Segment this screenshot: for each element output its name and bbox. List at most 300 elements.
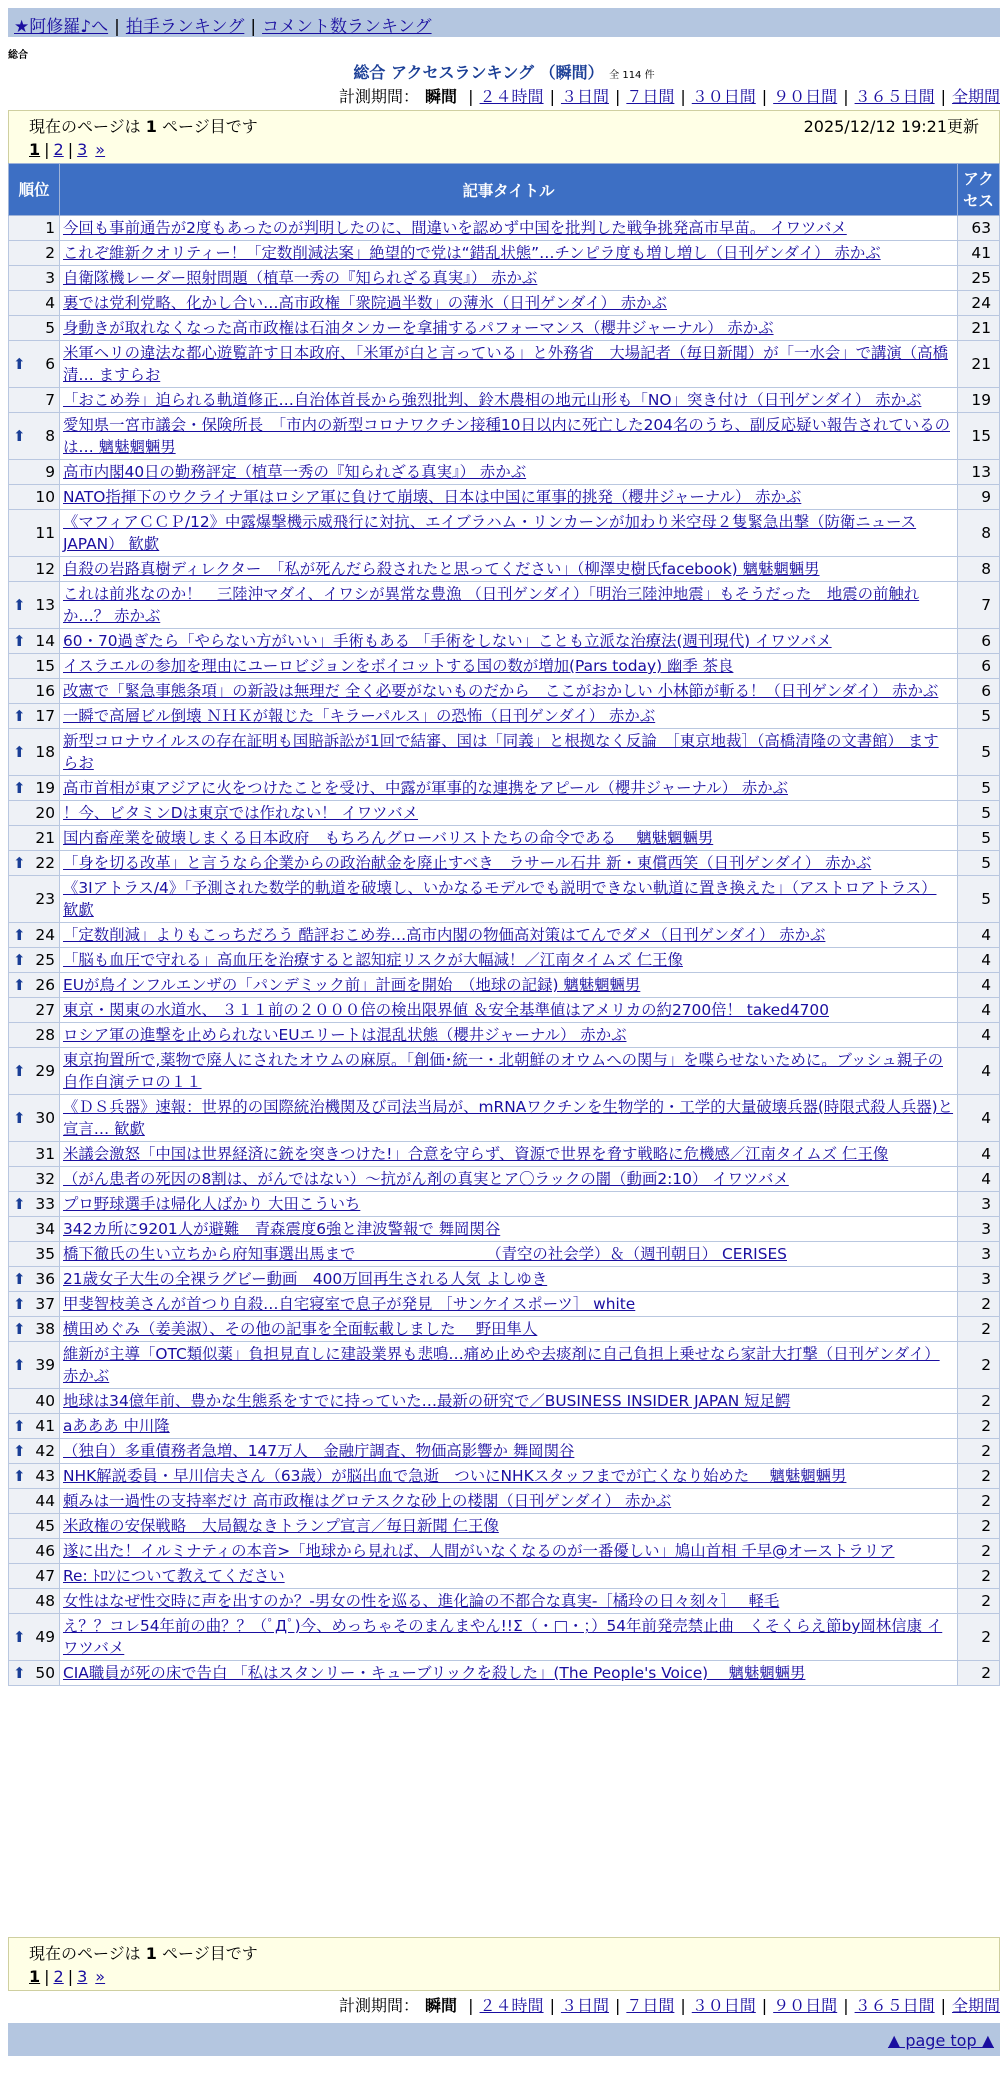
title-cell: [60, 1389, 958, 1414]
col-header-rank: 順位: [9, 164, 60, 216]
title-cell: [60, 1217, 958, 1242]
rank-up-arrow-icon: ⬆: [13, 743, 26, 761]
rank-cell: [9, 1267, 60, 1292]
article-link[interactable]: NATO指揮下のウクライナ軍はロシア軍に負けて崩壊、日本は中国に軍事的挑発（櫻井ジャーナル） 赤かぶ: [63, 488, 802, 506]
table-row: [9, 1489, 1000, 1514]
access-count: 15: [958, 413, 1000, 460]
article-link[interactable]: 地球は34億年前、豊かな生態系をすでに持っていた…最新の研究で／BUSINESS INSIDER JAPAN 短足鰐: [63, 1392, 791, 1410]
period-current: 瞬間: [425, 87, 458, 106]
rank-number: 13: [35, 596, 55, 614]
access-count: 5: [958, 776, 1000, 801]
article-link[interactable]: 今回も事前通告が2度もあったのが判明したのに、間違いを認めず中国を批判した戦争挑発高市早苗。 イワツバメ: [63, 219, 847, 237]
title-cell: [60, 1292, 958, 1317]
rank-cell: [9, 1514, 60, 1539]
rank-up-arrow-icon: ⬆: [13, 1062, 26, 1080]
rank-up-arrow-icon: ⬆: [13, 1628, 26, 1646]
article-link[interactable]: イスラエルの参加を理由にユーロビジョンをボイコットする国の数が増加(Pars today) 幽季 茶良: [63, 657, 734, 675]
article-link[interactable]: （独自）多重債務者急増、147万人 金融庁調査、物価高影響か 舞岡関谷: [63, 1442, 575, 1460]
rank-cell: [9, 216, 60, 241]
rank-cell: [9, 1614, 60, 1661]
rank-number: 21: [35, 829, 55, 847]
access-count: 2: [958, 1389, 1000, 1414]
title-cell: [60, 1539, 958, 1564]
table-row: [9, 1242, 1000, 1267]
rank-number: 25: [35, 951, 55, 969]
access-count: 2: [958, 1292, 1000, 1317]
article-link[interactable]: 《ＤＳ兵器》速報：世界的の国際統治機関及び司法当局が、mRNAワクチンを生物学的・工学的大量破壊兵器(時限式殺人兵器)と宣言… 歓歔: [63, 1098, 954, 1138]
access-count: 2: [958, 1464, 1000, 1489]
rank-number: 15: [35, 657, 55, 675]
table-row: [9, 316, 1000, 341]
period-link-1-bottom[interactable]: ３日間: [560, 1996, 609, 2015]
title-cell: [60, 776, 958, 801]
rank-cell: [9, 826, 60, 851]
rank-number: 33: [35, 1195, 55, 1213]
period-link-2-bottom[interactable]: ７日間: [626, 1996, 675, 2015]
table-row: [9, 1342, 1000, 1389]
access-count: 5: [958, 876, 1000, 923]
access-count: 4: [958, 1167, 1000, 1192]
title-cell: [60, 241, 958, 266]
rank-cell: [9, 1048, 60, 1095]
title-cell: [60, 1242, 958, 1267]
rank-number: 6: [45, 355, 55, 373]
period-label-bottom: 計測期間：: [339, 1996, 420, 2015]
period-link-5[interactable]: ３６５日間: [854, 87, 935, 106]
rank-number: 37: [35, 1295, 55, 1313]
article-link[interactable]: EUが鳥インフルエンザの「パンデミック前」計画を開始 （地球の記録) 魑魅魍魎男: [63, 976, 641, 994]
current-page-text: 現在のページは 1 ページ目です: [29, 117, 258, 136]
article-link[interactable]: 女性はなぜ性交時に声を出すのか？-男女の性を巡る、進化論の不都合な真実-［橘玲の日々刻々］ 軽毛: [63, 1592, 780, 1610]
access-count: 4: [958, 998, 1000, 1023]
ranking-table: [8, 163, 1000, 1686]
title-cell: [60, 826, 958, 851]
table-row: [9, 388, 1000, 413]
article-link[interactable]: 自殺の岩路真樹ディレクター 「私が死んだら殺されたと思ってください」（柳澤史樹氏facebook) 魑魅魍魎男: [63, 560, 820, 578]
title-cell: [60, 1464, 958, 1489]
rank-number: 36: [35, 1270, 55, 1288]
pagination-top: 1 | 2 | 3 »: [29, 140, 106, 159]
article-link[interactable]: プロ野球選手は帰化人ばかり 大田こういち: [63, 1195, 361, 1213]
article-link[interactable]: 米政権の安保戦略 大局観なきトランプ宣言／毎日新聞 仁王像: [63, 1517, 499, 1535]
rank-cell: [9, 1389, 60, 1414]
article-link[interactable]: これぞ維新クオリティー！「定数削減法案」絶望的で党は“錯乱状態”…チンピラ度も増し増し（日刊ゲンダイ） 赤かぶ: [63, 244, 881, 262]
access-count: 4: [958, 923, 1000, 948]
access-count: 7: [958, 582, 1000, 629]
article-link[interactable]: 甲斐智枝美さんが首つり自殺…自宅寝室で息子が発見 ［サンケイスポーツ］ white: [63, 1295, 636, 1313]
ranking-title: 総合 アクセスランキング （瞬間）: [353, 63, 604, 82]
rank-number: 48: [35, 1592, 55, 1610]
period-link-3[interactable]: ３０日間: [691, 87, 756, 106]
access-count: 5: [958, 704, 1000, 729]
col-header-title: 記事タイトル: [60, 164, 958, 216]
title-cell: [60, 291, 958, 316]
col-header-access: アクセス: [958, 164, 1000, 216]
access-count: 2: [958, 1414, 1000, 1439]
table-row: [9, 998, 1000, 1023]
table-row: [9, 1095, 1000, 1142]
title-cell: [60, 388, 958, 413]
title-cell: [60, 1342, 958, 1389]
rank-cell: [9, 1292, 60, 1317]
rank-number: 20: [35, 804, 55, 822]
table-row: [9, 1217, 1000, 1242]
table-row: [9, 1464, 1000, 1489]
nav-link-comment-ranking[interactable]: コメント数ランキング: [262, 17, 432, 37]
rank-cell: [9, 266, 60, 291]
article-link[interactable]: Re: ﾄﾛﾝについて教えてください: [63, 1567, 285, 1585]
rank-number: 30: [35, 1109, 55, 1127]
title-cell: [60, 266, 958, 291]
page-info-top: [8, 110, 1000, 164]
access-count: 6: [958, 679, 1000, 704]
rank-number: 32: [35, 1170, 55, 1188]
period-link-4-bottom[interactable]: ９０日間: [773, 1996, 838, 2015]
period-selector-top: 計測期間： 瞬間 | ２４時間 | ３日間 | ７日間 | ３０日間 | ９０日間 | ３６５日間 | 全期間: [339, 87, 1000, 106]
access-count: 5: [958, 826, 1000, 851]
rank-number: 46: [35, 1542, 55, 1560]
rank-number: 43: [35, 1467, 55, 1485]
nav-link-clap-ranking[interactable]: 拍手ランキング: [125, 17, 245, 37]
article-link[interactable]: 身動きが取れなくなった高市政権は石油タンカーを拿捕するパフォーマンス（櫻井ジャーナル） 赤かぶ: [63, 319, 774, 337]
table-row: [9, 1142, 1000, 1167]
article-link[interactable]: 新型コロナウイルスの存在証明も国賠訴訟が1回で結審、国は「同義」と根拠なく反論 ［東京地裁］（高橋清隆の文書館） ますらお: [63, 732, 939, 772]
article-link[interactable]: 東京・関東の水道水、 ３１１前の２０００倍の検出限界値 ＆安全基準値はアメリカの約2700倍！ taked4700: [63, 1001, 830, 1019]
rank-number: 8: [45, 427, 55, 445]
title-cell: [60, 973, 958, 998]
article-link[interactable]: え？？コレ54年前の曲？？（ﾟДﾟ)今、めっちゃそのまんまやん!!Σ（・□・；）54年前発売禁止曲 くそくらえ節by岡林信康 イワツバメ: [63, 1617, 943, 1657]
page-3-link-bottom[interactable]: 3: [77, 1967, 88, 1986]
title-cell: [60, 1514, 958, 1539]
article-link[interactable]: 改憲で「緊急事態条項」の新設は無理だ 全く必要がないものだから ここがおかしい 小林節が斬る！（日刊ゲンダイ） 赤かぶ: [63, 682, 939, 700]
rank-up-arrow-icon: ⬆: [13, 951, 26, 969]
current-page-text-bottom: 現在のページは 1 ページ目です: [29, 1944, 258, 1963]
rank-number: 9: [45, 463, 55, 481]
article-link[interactable]: 21歳女子大生の全裸ラグビー動画 400万回再生される人気 よしゆき: [63, 1270, 548, 1288]
article-link[interactable]: これは前兆なのか！ 三陸沖マダイ、イワシが異常な豊漁 （日刊ゲンダイ）「明治三陸沖地震」もそうだった 地震の前触れか…？ 赤かぶ: [63, 585, 920, 625]
rank-cell: [9, 704, 60, 729]
article-link[interactable]: 60・70過ぎたら「やらない方がいい」手術もある 「手術をしない」ことも立派な治療法(週刊現代) イワツバメ: [63, 632, 832, 650]
rank-number: 31: [35, 1145, 55, 1163]
article-link[interactable]: （がん患者の死因の8割は、がんではない）〜抗がん剤の真実とア〇ラックの闇（動画2:10） イワツバメ: [63, 1170, 789, 1188]
title-cell: [60, 629, 958, 654]
access-count: 2: [958, 1661, 1000, 1686]
rank-number: 45: [35, 1517, 55, 1535]
period-link-6[interactable]: 全期間: [951, 87, 1000, 106]
access-count: 3: [958, 1242, 1000, 1267]
rank-number: 34: [35, 1220, 55, 1238]
title-cell: [60, 1589, 958, 1614]
title-cell: [60, 1439, 958, 1464]
table-row: [9, 341, 1000, 388]
article-link[interactable]: 《3Iアトラス/4》「予測された数学的軌道を破壊し、いかなるモデルでも説明できない軌道に置き換えた」（アストロアトラス） 歓歔: [63, 879, 937, 919]
article-link[interactable]: 頼みは一過性の支持率だけ 高市政権はグロテスクな砂上の楼閣（日刊ゲンダイ） 赤かぶ: [63, 1492, 672, 1510]
nav-link-asyura-home[interactable]: ★阿修羅♪へ: [14, 17, 109, 37]
article-link[interactable]: 遂に出た！イルミナティの本音>「地球から見れば、人間がいなくなるのが一番優しい」鳩山首相 千早@オーストラリア: [63, 1542, 895, 1560]
access-count: 6: [958, 654, 1000, 679]
rank-cell: [9, 460, 60, 485]
article-link[interactable]: CIA職員が死の床で告白 「私はスタンリー・キューブリックを殺した」(The People's Voice) 魑魅魍魎男: [63, 1664, 806, 1682]
rank-up-arrow-icon: ⬆: [13, 1442, 26, 1460]
article-link[interactable]: 342カ所に9201人が避難 青森震度6強と津波警報で 舞岡関谷: [63, 1220, 501, 1238]
table-row: [9, 1539, 1000, 1564]
next-page-link[interactable]: »: [95, 140, 106, 159]
rank-cell: [9, 1342, 60, 1389]
ranking-count: 全 114 件: [609, 70, 655, 81]
rank-cell: [9, 1217, 60, 1242]
rank-cell: [9, 1095, 60, 1142]
article-link[interactable]: 高市内閣40日の勤務評定（植草一秀の『知られざる真実』） 赤かぶ: [63, 463, 527, 481]
rank-up-arrow-icon: ⬆: [13, 1467, 26, 1485]
next-page-link-bottom[interactable]: »: [95, 1967, 106, 1986]
period-link-0-bottom[interactable]: ２４時間: [479, 1996, 544, 2015]
table-row: [9, 973, 1000, 998]
article-link[interactable]: 橋下徹氏の生い立ちから府知事選出馬まで （青空の社会学）＆（週刊朝日） CERISES: [63, 1245, 787, 1263]
rank-up-arrow-icon: ⬆: [13, 632, 26, 650]
table-row: [9, 485, 1000, 510]
page-2-link[interactable]: 2: [53, 140, 64, 159]
page-2-link-bottom[interactable]: 2: [53, 1967, 64, 1986]
rank-number: 50: [35, 1664, 55, 1682]
rank-up-arrow-icon: ⬆: [13, 926, 26, 944]
rank-cell: [9, 1564, 60, 1589]
access-count: 2: [958, 1539, 1000, 1564]
rank-up-arrow-icon: ⬆: [13, 1109, 26, 1127]
title-cell: [60, 1048, 958, 1095]
table-row: [9, 851, 1000, 876]
rank-number: 17: [35, 707, 55, 725]
period-selector-bottom: 計測期間： 瞬間 | ２４時間 | ３日間 | ７日間 | ３０日間 | ９０日間 | ３６５日間 | 全期間: [339, 1996, 1000, 2015]
title-cell: [60, 1414, 958, 1439]
article-link[interactable]: 自衛隊機レーダー照射問題（植草一秀の『知られざる真実』） 赤かぶ: [63, 269, 538, 287]
table-row: [9, 729, 1000, 776]
rank-cell: [9, 1242, 60, 1267]
rank-cell: [9, 776, 60, 801]
rank-number: 40: [35, 1392, 55, 1410]
title-cell: [60, 1661, 958, 1686]
rank-cell: [9, 388, 60, 413]
access-count: 5: [958, 729, 1000, 776]
table-row: [9, 1439, 1000, 1464]
rank-cell: [9, 923, 60, 948]
article-link[interactable]: 「おこめ券」迫られる軌道修正…自治体首長から強烈批判、鈴木農相の地元山形も「NO」突き付け（日刊ゲンダイ） 赤かぶ: [63, 391, 922, 409]
article-link[interactable]: 国内畜産業を破壊しまくる日本政府 もちろんグローバリストたちの命令である 魑魅魍魎男: [63, 829, 714, 847]
rank-number: 24: [35, 926, 55, 944]
rank-cell: [9, 1192, 60, 1217]
rank-up-arrow-icon: ⬆: [13, 976, 26, 994]
title-cell: [60, 1095, 958, 1142]
article-link[interactable]: ロシア軍の進撃を止められないEUエリートは混乱状態（櫻井ジャーナル） 赤かぶ: [63, 1026, 627, 1044]
title-cell: [60, 998, 958, 1023]
period-current-bottom: 瞬間: [425, 1996, 458, 2015]
access-count: 21: [958, 341, 1000, 388]
article-link[interactable]: 高市首相が東アジアに火をつけたことを受け、中露が軍事的な連携をアピール（櫻井ジャーナル） 赤かぶ: [63, 779, 789, 797]
rank-number: 35: [35, 1245, 55, 1263]
access-count: 63: [958, 216, 1000, 241]
table-row: [9, 1661, 1000, 1686]
title-cell: [60, 923, 958, 948]
article-link[interactable]: 米軍ヘリの違法な都心遊覧許す日本政府、「米軍が白と言っている」と外務省 大場記者（毎日新聞）が「一水会」で講演（高橋清… ますらお: [63, 344, 948, 384]
rank-up-arrow-icon: ⬆: [13, 596, 26, 614]
rank-cell: [9, 948, 60, 973]
page-info-bottom: [8, 1937, 1000, 1991]
access-count: 3: [958, 1192, 1000, 1217]
article-link[interactable]: 裏では党利党略、化かし合い…高市政権「衆院過半数」の薄氷（日刊ゲンダイ） 赤かぶ: [63, 294, 667, 312]
rank-number: 3: [45, 269, 55, 287]
table-row: [9, 801, 1000, 826]
page-top-link[interactable]: ▲ page top ▲: [887, 2031, 994, 2050]
period-link-2[interactable]: ７日間: [626, 87, 675, 106]
access-count: 25: [958, 266, 1000, 291]
rank-number: 47: [35, 1567, 55, 1585]
rank-cell: [9, 1589, 60, 1614]
access-count: 2: [958, 1342, 1000, 1389]
title-cell: [60, 1317, 958, 1342]
rank-number: 10: [35, 488, 55, 506]
page-title: [0, 60, 1008, 83]
title-cell: [60, 413, 958, 460]
article-link[interactable]: 「脳も血圧で守れる」高血圧を治療すると認知症リスクが大幅減！／江南タイムズ 仁王像: [63, 951, 683, 969]
access-count: 3: [958, 1267, 1000, 1292]
access-count: 41: [958, 241, 1000, 266]
title-cell: [60, 1489, 958, 1514]
table-row: [9, 1389, 1000, 1414]
access-count: 4: [958, 1095, 1000, 1142]
page-3-link[interactable]: 3: [77, 140, 88, 159]
rank-cell: [9, 485, 60, 510]
rank-number: 19: [35, 779, 55, 797]
rank-cell: [9, 973, 60, 998]
rank-cell: [9, 510, 60, 557]
table-row: [9, 1514, 1000, 1539]
rank-cell: [9, 801, 60, 826]
rank-up-arrow-icon: ⬆: [13, 1270, 26, 1288]
table-row: [9, 510, 1000, 557]
article-link[interactable]: 維新が主導「OTC類似薬」負担見直しに建設業界も悲鳴…痛め止めや去痰剤に自己負担上乗せなら家計大打撃（日刊ゲンダイ） 赤かぶ: [63, 1345, 940, 1385]
table-row: [9, 1023, 1000, 1048]
access-count: 24: [958, 291, 1000, 316]
rank-number: 38: [35, 1320, 55, 1338]
rank-cell: [9, 341, 60, 388]
article-link[interactable]: 「身を切る改革」と言うなら企業からの政治献金を廃止すべき ラサール石井 新・東償西笑（日刊ゲンダイ） 赤かぶ: [63, 854, 872, 872]
article-link[interactable]: 《マフィアＣＣＰ/12》中露爆撃機示威飛行に対抗、エイブラハム・リンカーンが加わり米空母２隻緊急出撃（防衛ニュースJAPAN） 歓歔: [63, 513, 917, 553]
title-cell: [60, 654, 958, 679]
rank-cell: [9, 1414, 60, 1439]
title-cell: [60, 801, 958, 826]
title-cell: [60, 1564, 958, 1589]
rank-number: 12: [35, 560, 55, 578]
title-cell: [60, 679, 958, 704]
rank-number: 28: [35, 1026, 55, 1044]
access-count: 9: [958, 485, 1000, 510]
period-link-3-bottom[interactable]: ３０日間: [691, 1996, 756, 2015]
rank-number: 49: [35, 1628, 55, 1646]
title-cell: [60, 1267, 958, 1292]
title-cell: [60, 510, 958, 557]
rank-number: 11: [35, 524, 55, 542]
title-cell: [60, 341, 958, 388]
rank-cell: [9, 1023, 60, 1048]
period-link-0[interactable]: ２４時間: [479, 87, 544, 106]
table-row: [9, 948, 1000, 973]
rank-up-arrow-icon: ⬆: [13, 1664, 26, 1682]
article-link[interactable]: 横田めぐみ（姜美淑）、その他の記事を全面転載しました 野田隼人: [63, 1320, 538, 1338]
table-row: [9, 1167, 1000, 1192]
article-link[interactable]: NHK解説委員・早川信夫さん（63歳）が脳出血で急逝 ついにNHKスタッフまでが亡くなり始めた 魑魅魍魎男: [63, 1467, 847, 1485]
title-cell: [60, 704, 958, 729]
rank-cell: [9, 679, 60, 704]
access-count: 2: [958, 1589, 1000, 1614]
title-cell: [60, 582, 958, 629]
rank-cell: [9, 316, 60, 341]
title-cell: [60, 1142, 958, 1167]
table-row: [9, 679, 1000, 704]
access-count: 5: [958, 851, 1000, 876]
rank-cell: [9, 629, 60, 654]
rank-cell: [9, 998, 60, 1023]
rank-number: 26: [35, 976, 55, 994]
rank-number: 42: [35, 1442, 55, 1460]
rank-number: 27: [35, 1001, 55, 1019]
access-count: 4: [958, 948, 1000, 973]
table-row: [9, 1589, 1000, 1614]
title-cell: [60, 851, 958, 876]
table-row: [9, 216, 1000, 241]
access-count: 19: [958, 388, 1000, 413]
title-cell: [60, 316, 958, 341]
rank-cell: [9, 729, 60, 776]
table-row: [9, 413, 1000, 460]
article-link[interactable]: aあああ 中川隆: [63, 1417, 170, 1435]
rank-cell: [9, 654, 60, 679]
access-count: 6: [958, 629, 1000, 654]
table-row: [9, 876, 1000, 923]
rank-number: 7: [45, 391, 55, 409]
access-count: 2: [958, 1489, 1000, 1514]
title-cell: [60, 1023, 958, 1048]
rank-number: 16: [35, 682, 55, 700]
access-count: 4: [958, 1023, 1000, 1048]
rank-up-arrow-icon: ⬆: [13, 1320, 26, 1338]
rank-up-arrow-icon: ⬆: [13, 355, 26, 373]
access-count: 2: [958, 1439, 1000, 1464]
period-link-5-bottom[interactable]: ３６５日間: [854, 1996, 935, 2015]
article-link[interactable]: 東京拘置所で,薬物で廃人にされたオウムの麻原。「創価･統一・北朝鮮のオウムへの関与」を喋らせないために。ブッシュ親子の自作自演テロの１１: [63, 1051, 943, 1091]
article-link[interactable]: 一瞬で高層ビル倒壊 ＮＨＫが報じた「キラーパルス」の恐怖（日刊ゲンダイ） 赤かぶ: [63, 707, 656, 725]
table-row: [9, 291, 1000, 316]
rank-cell: [9, 557, 60, 582]
title-cell: [60, 1614, 958, 1661]
article-link[interactable]: 愛知県一宮市議会・保険所長 「市内の新型コロナワクチン接種10日以内に死亡した204名のうち、副反応疑い報告されているのは… 魑魅魍魎男: [63, 416, 950, 456]
table-row: [9, 241, 1000, 266]
article-link[interactable]: ！今、ビタミンDは東京では作れない！ イワツバメ: [63, 804, 419, 822]
access-count: 4: [958, 1048, 1000, 1095]
period-link-4[interactable]: ９０日間: [773, 87, 838, 106]
article-link[interactable]: 「定数削減」よりもこっちだろう 酷評おこめ券…高市内閣の物価高対策はてんでダメ（日刊ゲンダイ） 赤かぶ: [63, 926, 826, 944]
article-link[interactable]: 米議会激怒「中国は世界経済に銃を突きつけた!」合意を守らず、資源で世界を脅す戦略に危機感／江南タイムズ 仁王像: [63, 1145, 889, 1163]
rank-number: 39: [35, 1356, 55, 1374]
page-1-current: 1: [29, 140, 41, 159]
period-link-1[interactable]: ３日間: [560, 87, 609, 106]
rank-cell: [9, 1661, 60, 1686]
table-row: [9, 557, 1000, 582]
page-1-current-bottom: 1: [29, 1967, 41, 1986]
period-label: 計測期間：: [339, 87, 420, 106]
title-cell: [60, 729, 958, 776]
period-link-6-bottom[interactable]: 全期間: [951, 1996, 1000, 2015]
table-row: [9, 1317, 1000, 1342]
title-cell: [60, 948, 958, 973]
